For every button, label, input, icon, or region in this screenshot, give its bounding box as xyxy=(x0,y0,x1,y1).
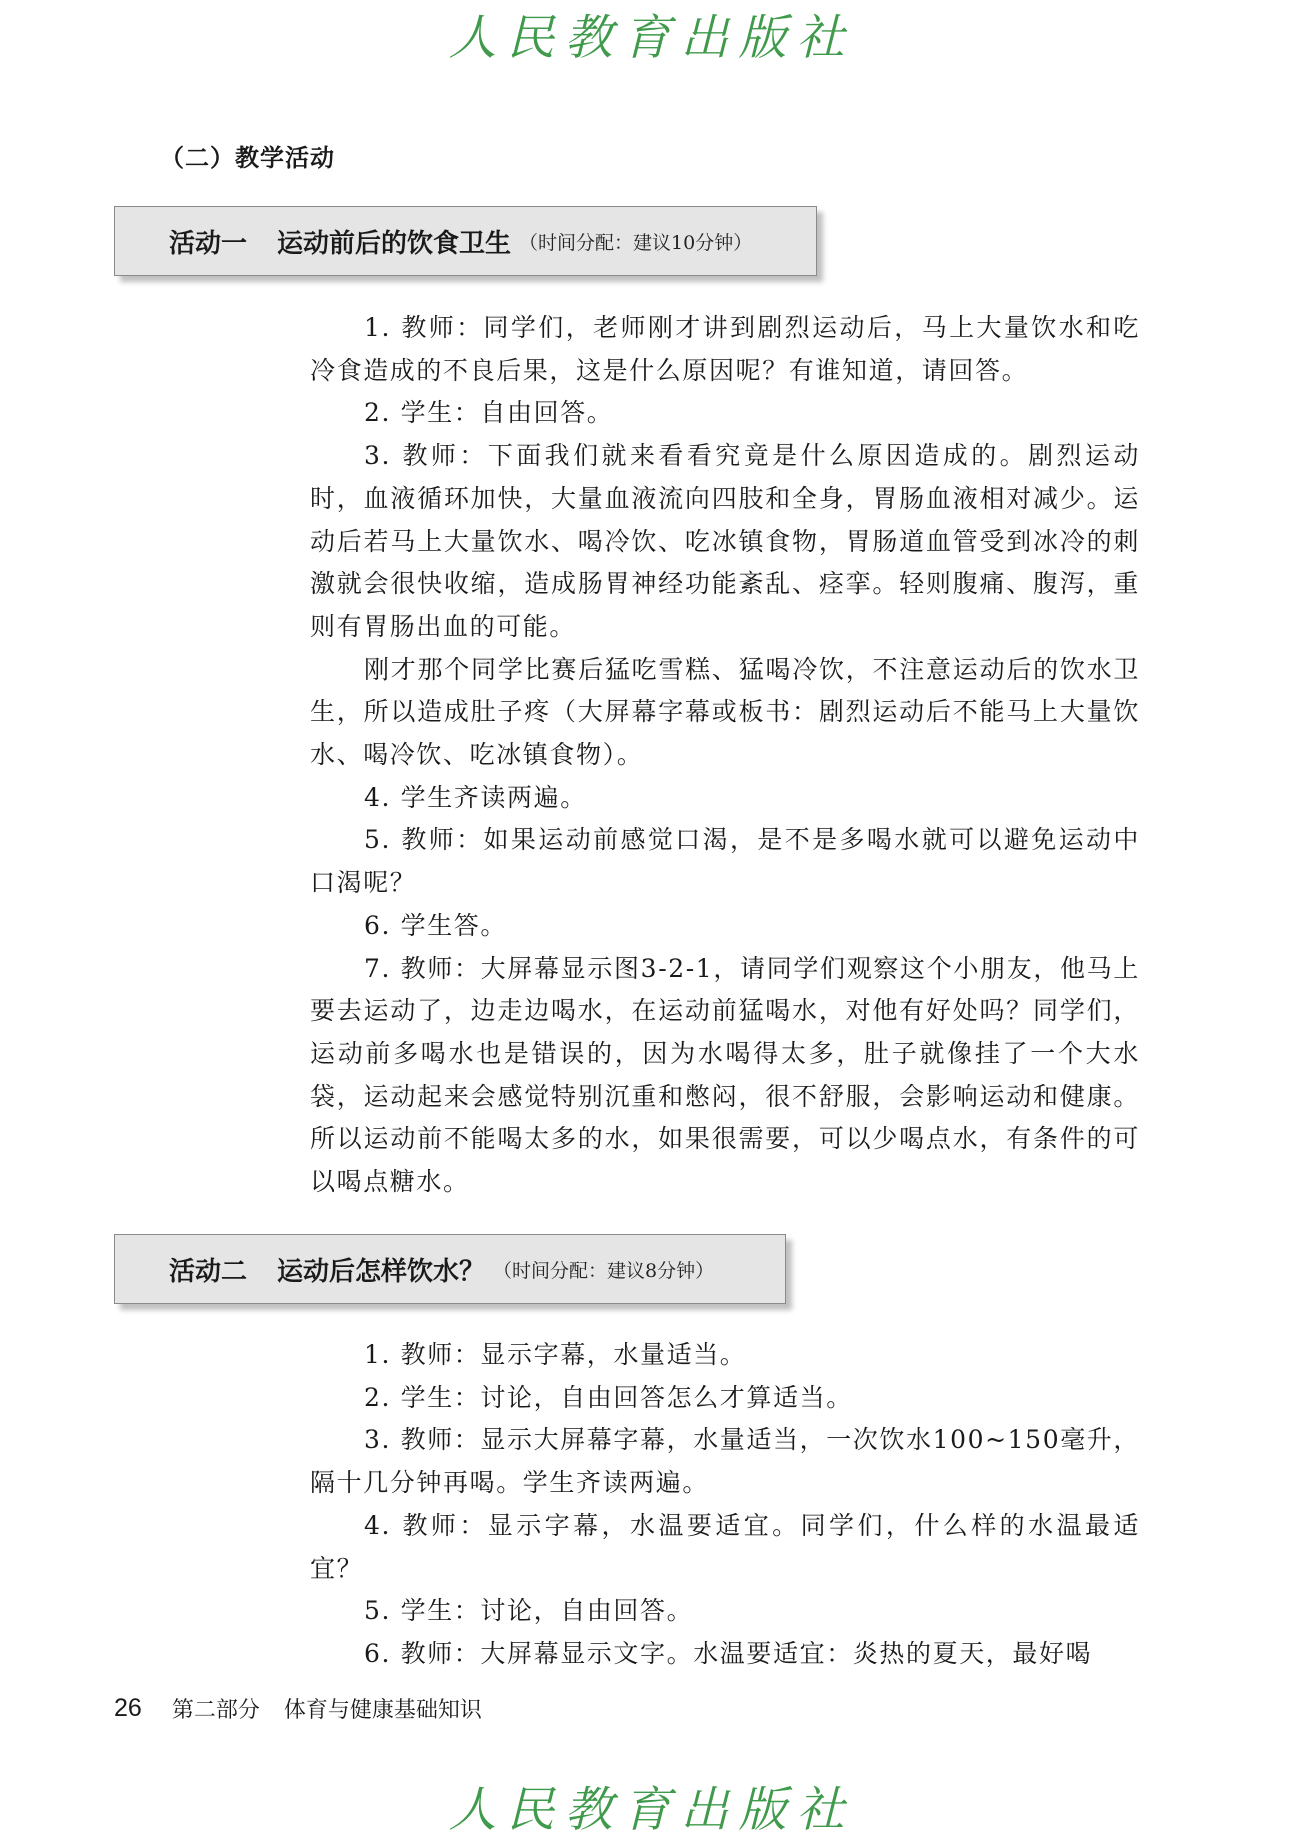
publisher-logo-top: 人民教育出版社 xyxy=(448,10,855,66)
activity-two-label: 活动二 xyxy=(169,1256,248,1287)
paragraph: 1. 教师：显示字幕，水量适当。 xyxy=(364,1340,747,1369)
paragraph: 1. 教师：同学们，老师刚才讲到剧烈运动后，马上大量饮水和吃冷食造成的不良后果，这是什么原因呢？有谁知道，请回答。 xyxy=(310,313,1140,385)
paragraph: 5. 教师：如果运动前感觉口渴，是不是多喝水就可以避免运动中口渴呢？ xyxy=(310,825,1140,898)
publisher-logo-bottom: 人民教育出版社 xyxy=(448,1782,855,1838)
activity-one-title: 运动前后的饮食卫生 xyxy=(277,228,512,259)
activity-one-label: 活动一 xyxy=(169,228,248,259)
paragraph: 3. 教师：下面我们就来看看究竟是什么原因造成的。剧烈运动时，血液循环加快，大量血液流向四肢和全身，胃肠血液相对减少。运动后若马上大量饮水、喝冷饮、吃冰镇食物，胃肠道血管受到冰冷的刺激就会很快收缩，造成肠胃神经功能紊乱、痉挛。轻则腹痛、腹泻，重则有胃肠出血的可能。 xyxy=(310,441,1140,641)
page-number: 26 xyxy=(114,1694,142,1722)
footer-title: 体育与健康基础知识 xyxy=(283,1698,482,1723)
activity-two-title: 运动后怎样饮水？ xyxy=(277,1256,486,1287)
activity-two-time-note: （时间分配：建议8分钟） xyxy=(493,1259,715,1282)
activity-two-body xyxy=(310,1334,1140,1676)
paragraph: 2. 学生：讨论，自由回答怎么才算适当。 xyxy=(364,1382,853,1412)
paragraph: 5. 学生：讨论，自由回答。 xyxy=(364,1596,694,1626)
paragraph: 7. 教师：大屏幕显示图3-2-1，请同学们观察这个小朋友，他马上要去运动了，边走边喝水，在运动前猛喝水，对他有好处吗？同学们，运动前多喝水也是错误的，因为水喝得太多，肚子就像挂了一个大水袋，运动起来会感觉特别沉重和憋闷，很不舒服，会影响运动和健康。所以运动前不能喝太多的水，如果很需要，可以少喝点水，有条件的可以喝点糖水。 xyxy=(310,953,1140,1197)
paragraph: 3. 教师：显示大屏幕字幕，水量适当，一次饮水100~150毫升，隔十几分钟再喝。学生齐读两遍。 xyxy=(310,1425,1140,1498)
paragraph: 4. 学生齐读两遍。 xyxy=(364,782,587,812)
activity-one-time-note: （时间分配：建议10分钟） xyxy=(519,231,753,254)
paragraph: 6. 教师：大屏幕显示文字。水温要适宜：炎热的夏天，最好喝 xyxy=(364,1638,1093,1668)
section-heading: （二）教学活动 xyxy=(160,144,335,172)
paragraph: 刚才那个同学比赛后猛吃雪糕、猛喝冷饮，不注意运动后的饮水卫生，所以造成肚子疼（大屏幕字幕或板书：剧烈运动后不能马上大量饮水、喝冷饮、吃冰镇食物）。 xyxy=(310,654,1140,770)
page-footer xyxy=(114,1693,482,1724)
paragraph: 4. 教师：显示字幕，水温要适宜。同学们，什么样的水温最适宜？ xyxy=(310,1510,1140,1583)
activity-one-body xyxy=(310,307,1140,1204)
activity-two-header xyxy=(114,1234,786,1304)
footer-part-label: 第二部分 xyxy=(171,1698,260,1723)
paragraph: 6. 学生答。 xyxy=(364,910,507,940)
activity-one-header xyxy=(114,206,817,276)
paragraph: 2. 学生：自由回答。 xyxy=(364,398,614,428)
